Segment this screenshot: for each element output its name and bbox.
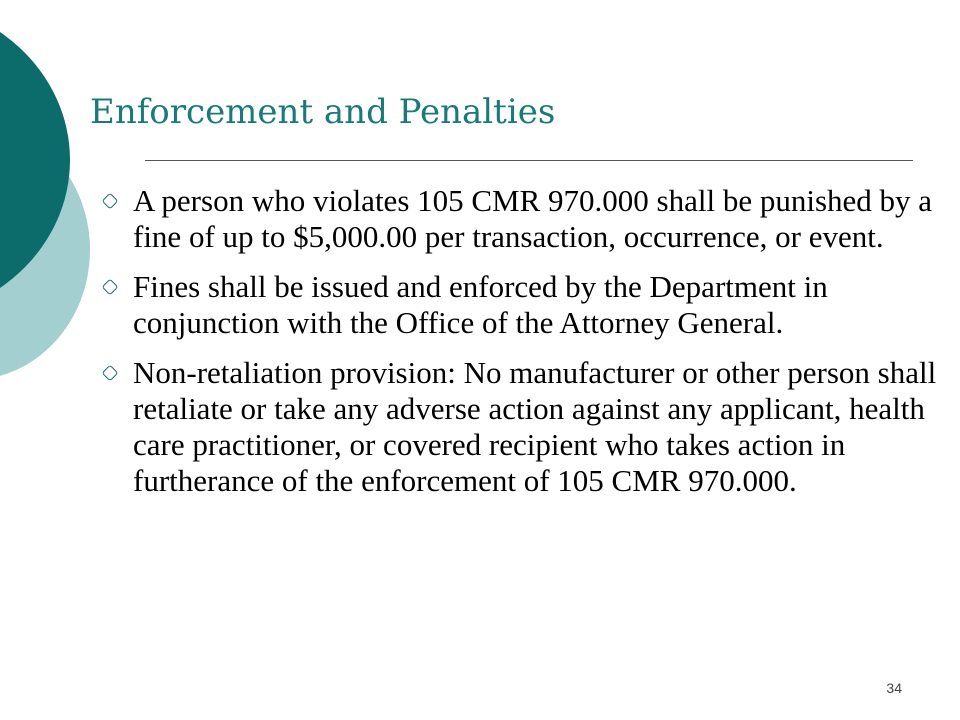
bullet-list bbox=[100, 183, 950, 513]
page-number: 34 bbox=[886, 680, 902, 696]
title-divider bbox=[145, 160, 913, 161]
bullet-text: Non-retaliation provision: No manufacturer or other person shall retaliate or take any adverse action against any applicant, health care practitioner, or covered recipient who takes action in furtherance of the enforcement of 105 CMR 970.000. bbox=[133, 355, 937, 498]
diamond-bullet-icon bbox=[102, 365, 119, 382]
bullet-text: A person who violates 105 CMR 970.000 shall be punished by a fine of up to $5,000.00 per transaction, occurrence, or event. bbox=[133, 183, 933, 254]
bullet-text: Fines shall be issued and enforced by the Department in conjunction with the Office of the Attorney General. bbox=[133, 269, 828, 340]
bullet-item bbox=[100, 269, 950, 341]
bullet-item bbox=[100, 183, 950, 255]
diamond-bullet-icon bbox=[102, 193, 119, 210]
slide-title: Enforcement and Penalties bbox=[90, 92, 556, 132]
bullet-item bbox=[100, 355, 950, 499]
diamond-bullet-icon bbox=[102, 279, 119, 296]
